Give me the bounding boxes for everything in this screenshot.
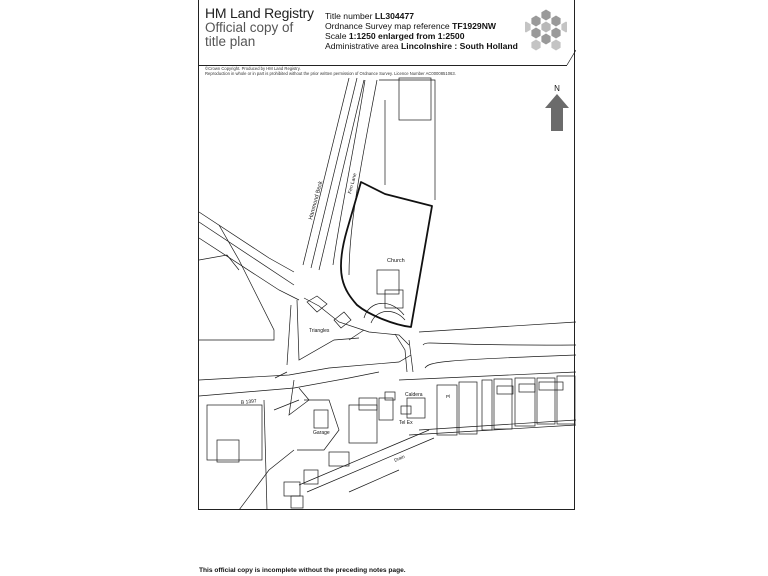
label-hammond-beck: Hammond Beck xyxy=(308,180,325,221)
brand-subtitle-1: Official copy of xyxy=(205,20,294,35)
copyright-line-1: ©Crown Copyright. Produced by HM Land Registry. xyxy=(205,66,301,71)
brand-subtitle-2: title plan xyxy=(205,34,256,49)
admin-area-value: Lincolnshire : South Holland xyxy=(400,41,518,51)
scale-label: Scale xyxy=(325,31,347,41)
title-plan-sheet xyxy=(198,0,575,510)
title-plan-map xyxy=(199,0,576,510)
label-drain: Drain xyxy=(393,453,406,463)
os-reference-label: Ordnance Survey map reference xyxy=(325,21,450,31)
label-tel-ex: Tel Ex xyxy=(399,420,413,426)
os-reference-value: TF1929NW xyxy=(452,21,497,31)
label-fen-lane: Fen Lane xyxy=(347,172,359,195)
label-garage: Garage xyxy=(313,430,330,436)
brand-name: HM Land Registry xyxy=(205,5,314,21)
label-caldera: Caldera xyxy=(405,392,423,398)
admin-area-label: Administrative area xyxy=(325,41,399,51)
label-triangles: Triangles xyxy=(309,328,330,334)
label-church: Church xyxy=(387,258,405,264)
title-number-value: LL304477 xyxy=(374,11,415,21)
label-pl: Pl xyxy=(446,394,451,399)
scale-value: 1:1250 enlarged from 1:2500 xyxy=(348,31,465,41)
north-arrow-icon xyxy=(545,94,569,131)
north-arrow-label: N xyxy=(554,84,560,93)
title-boundary xyxy=(341,182,432,327)
label-b1397: B 1397 xyxy=(240,398,257,406)
copyright-line-2: Reproduction in whole or in part is prohibited without the prior written permission of Ordnance Survey. Licence Number AC0000851063. xyxy=(205,71,456,76)
footer-notice: This official copy is incomplete without the preceding notes page. xyxy=(199,567,406,574)
title-number-label: Title number xyxy=(325,11,373,21)
